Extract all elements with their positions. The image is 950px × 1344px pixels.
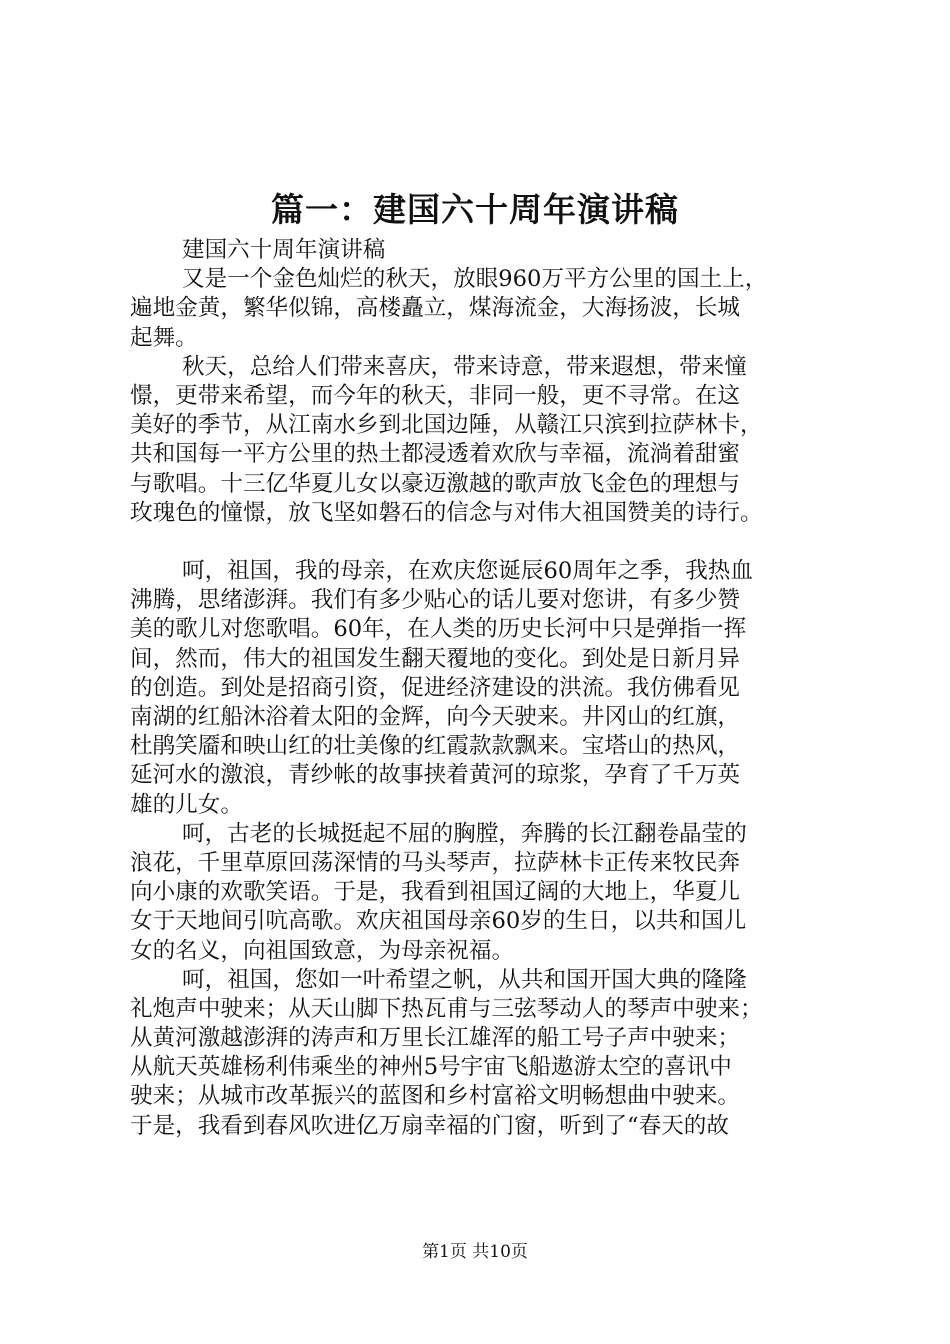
text-line: 共和国每一平方公里的热土都浸透着欢欣与幸福，流淌着甜蜜: [130, 441, 741, 468]
text-line: 起舞。: [130, 324, 198, 351]
text-line: 美好的季节，从江南水乡到北国边陲，从赣江只滨到拉萨林卡，: [130, 412, 763, 439]
text-line: 女的名义，向祖国致意，为母亲祝福。: [130, 937, 515, 964]
text-line: 遍地金黄，繁华似锦，高楼矗立，煤海流金，大海扬波，长城: [130, 295, 741, 322]
text-line: 与歌唱。十三亿华夏儿女以豪迈激越的歌声放飞金色的理想与: [130, 470, 741, 497]
text-line: 秋天，总给人们带来喜庆，带来诗意，带来遐想，带来憧: [182, 353, 747, 380]
text-line: 间，然而，伟大的祖国发生翻天覆地的变化。到处是日新月异: [130, 645, 741, 672]
text-line: 建国六十周年演讲稿: [182, 237, 386, 263]
text-line: 玫瑰色的憧憬，放飞坚如磐石的信念与对伟大祖国赞美的诗行。: [130, 499, 763, 526]
page-number-footer: 第1页 共10页: [422, 1242, 528, 1262]
text-line: 浪花，千里草原回荡深情的马头琴声，拉萨林卡正传来牧民奔: [130, 849, 741, 876]
text-line: 雄的儿女。: [130, 791, 243, 818]
text-line: 向小康的欢歌笑语。于是，我看到祖国辽阔的大地上，华夏儿: [130, 879, 741, 906]
text-line: 美的歌儿对您歌唱。60年，在人类的历史长河中只是弹指一挥: [130, 616, 747, 643]
text-line: 呵，古老的长城挺起不屈的胸膛，奔腾的长江翻卷晶莹的: [182, 820, 747, 847]
text-line: 的创造。到处是招商引资，促进经济建设的洪流。我仿佛看见: [130, 674, 741, 701]
text-line: 憬，更带来希望，而今年的秋天，非同一般，更不寻常。在这: [130, 382, 741, 409]
text-line: 从航天英雄杨利伟乘坐的神州5号宇宙飞船遨游太空的喜讯中: [130, 1054, 732, 1081]
paragraph-gap: [130, 528, 830, 557]
document-body: [130, 236, 830, 1141]
text-line: 礼炮声中驶来；从天山脚下热瓦甫与三弦琴动人的琴声中驶来；: [130, 995, 763, 1022]
text-line: 南湖的红船沐浴着太阳的金辉，向今天驶来。井冈山的红旗，: [130, 704, 741, 730]
text-line: 沸腾，思绪澎湃。我们有多少贴心的话儿要对您讲，有多少赞: [130, 587, 741, 614]
text-line: 呵，祖国，您如一叶希望之帆，从共和国开国大典的隆隆: [182, 966, 747, 993]
text-line: 杜鹃笑靥和映山红的壮美像的红霞款款飘来。宝塔山的热风，: [130, 733, 741, 760]
text-line: 女于天地间引吭高歌。欢庆祖国母亲60岁的生日，以共和国儿: [130, 908, 747, 935]
page-title: 篇一：建国六十周年演讲稿: [271, 190, 679, 229]
text-line: 于是，我看到春风吹进亿万扇幸福的门窗，听到了“春天的故: [130, 1112, 729, 1139]
text-line: 从黄河激越澎湃的涛声和万里长江雄浑的船工号子声中驶来；: [130, 1025, 741, 1052]
text-line: 驶来；从城市改革振兴的蓝图和乡村富裕文明畅想曲中驶来。: [130, 1083, 741, 1110]
text-line: 延河水的激浪，青纱帐的故事挟着黄河的琼浆，孕育了千万英: [130, 762, 741, 789]
text-line: 呵，祖国，我的母亲，在欢庆您诞辰60周年之季，我热血: [182, 558, 753, 585]
text-line: 又是一个金色灿烂的秋天，放眼960万平方公里的国土上，: [182, 266, 768, 293]
